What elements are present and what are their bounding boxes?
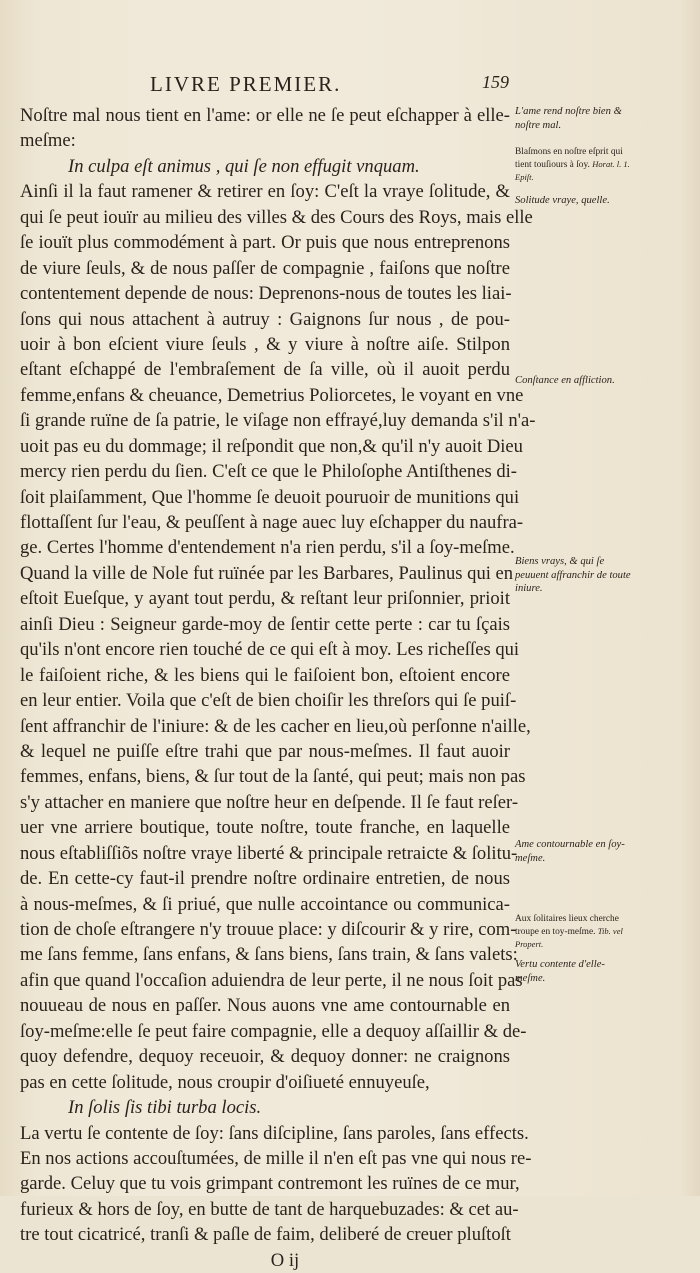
text-line: quoy defendre, dequoy receuoir, & dequoy donner: ne craignons bbox=[20, 1046, 510, 1068]
main-text-block bbox=[20, 103, 536, 1273]
margin-note-text: Blaſmons en noſtre eſprit qui tient touſiours à ſoy. bbox=[515, 147, 623, 170]
text-line: La vertu ſe contente de ſoy: ſans diſcipline, ſans paroles, ſans effects. bbox=[20, 1122, 529, 1144]
running-title: LIVRE PREMIER. bbox=[150, 72, 342, 96]
margin-note-text: Conſtance en affliction. bbox=[515, 375, 615, 386]
text-line: eſtant eſchappé de l'embraſement de ſa ville, où il auoit perdu bbox=[20, 359, 510, 381]
margin-note bbox=[515, 555, 633, 596]
text-line: tion de choſe eſtrangere n'y trouue place: y diſcourir & y rire, com- bbox=[20, 919, 517, 940]
page-header bbox=[0, 72, 700, 102]
text-line: le faiſoient riche, & les biens qui le faiſoient bon, eſtoient encore bbox=[20, 664, 510, 686]
margin-note-text: Vertu contente d'elle-meſme. bbox=[515, 959, 605, 984]
text-line: ſoy-meſme:elle ſe peut faire compagnie, elle a dequoy aſſaillir & de- bbox=[20, 1020, 527, 1042]
text-line: garde. Celuy que tu vois grimpant contremont les ruïnes de ce mur, bbox=[20, 1173, 520, 1195]
text-line: uoit pas eu du dommage; il reſpondit que non,& qu'il n'y auoit Dieu bbox=[20, 435, 523, 457]
margin-note bbox=[515, 146, 633, 184]
text-line: flottaſſent ſur l'eau, & peuſſent à nage auec luy eſchapper du naufra- bbox=[20, 512, 524, 533]
text-line: s'y attacher en maniere que noſtre heur en deſpende. Il ſe faut reſer- bbox=[20, 791, 519, 813]
margin-note bbox=[515, 838, 633, 865]
text-line: de. En cette-cy faut-il prendre noſtre ordinaire entretien, de nous bbox=[20, 868, 510, 890]
text-line: tre tout cicatricé, tranſi & paſle de faim, deliberé de creuer pluſtoſt bbox=[20, 1224, 511, 1246]
margin-note bbox=[515, 194, 633, 208]
text-line: ſoit plaiſamment, Que l'homme ſe deuoit pouruoir de munitions qui bbox=[20, 486, 520, 508]
text-line: ſi grande ruïne de ſa patrie, le viſage non effrayé,luy demanda s'il n'a- bbox=[20, 410, 536, 432]
margin-note bbox=[515, 913, 633, 951]
text-line: qui ſe peut iouïr au milieu des villes & des Cours des Roys, mais elle bbox=[20, 206, 533, 228]
margin-note-source: Horat. l. 1. Epiſt. bbox=[515, 159, 630, 182]
text-line: uer vne arriere boutique, toute noſtre, toute franche, en laquelle bbox=[20, 817, 510, 839]
text-line: nous eſtabliſſiõs noſtre vraye liberté & principale retraicte & ſolitu- bbox=[20, 842, 518, 864]
margin-note-text: Biens vrays, & qui ſe peuuent affranchir de toute iniure. bbox=[515, 556, 631, 594]
margin-note-text: Ame contournable en ſoy-meſme. bbox=[515, 839, 625, 864]
latin-quotation: In ſolis ſis tibi turba locis. bbox=[68, 1097, 262, 1119]
margin-note-text: Aux ſolitaires lieux cherche troupe en toy-meſme. bbox=[515, 914, 619, 937]
text-line: femme,enfans & cheuance, Demetrius Poliorcetes, le voyant en vne bbox=[20, 384, 524, 406]
text-line: ge. Certes l'homme d'entendement n'a rien perdu, s'il a ſoy-meſme. bbox=[20, 537, 515, 559]
margin-note bbox=[515, 958, 633, 985]
text-line: Quand la ville de Nole fut ruïnée par les Barbares, Paulinus qui en bbox=[20, 562, 514, 584]
text-line: eſtoit Eueſque, y ayant tout perdu, & reſtant leur priſonnier, prioit bbox=[20, 588, 510, 610]
text-line: contentement depende de nous: Deprenons-nous de toutes les liai- bbox=[20, 283, 512, 305]
text-line: furieux & hors de ſoy, en butte de tant de harquebuzades: & cet au- bbox=[20, 1198, 519, 1220]
text-line: femmes, enfans, biens, & ſur tout de la ſanté, qui peut; mais non pas bbox=[20, 766, 526, 788]
text-line: nouueau de nous en paſſer. Nous auons vne ame contournable en bbox=[20, 995, 510, 1017]
text-line: me ſans femme, ſans enfans, & ſans biens, ſans train, & ſans valets: bbox=[20, 944, 518, 966]
margin-note bbox=[515, 374, 633, 388]
text-line: Ainſi il la faut ramener & retirer en ſoy: C'eſt la vraye ſolitude, & bbox=[20, 181, 510, 203]
latin-quotation: In culpa eſt animus , qui ſe non effugit vnquam. bbox=[68, 155, 420, 177]
text-line: uoir à bon eſcient viure ſeuls , & y viure à noſtre aiſe. Stilpon bbox=[20, 333, 510, 355]
margin-note-text: L'ame rend noſtre bien & noſtre mal. bbox=[515, 106, 622, 131]
text-line: afin que quand l'occaſion aduiendra de leur perte, il ne nous ſoit pas bbox=[20, 969, 523, 991]
text-line: Noſtre mal nous tient en l'ame: or elle ne ſe peut eſchapper à elle- bbox=[20, 105, 510, 126]
text-line: qu'ils n'ont encore rien touché de ce qui eſt à moy. Les richeſſes qui bbox=[20, 639, 520, 661]
text-line: en leur entier. Voila que c'eſt de bien choiſir les threſors qui ſe puiſ- bbox=[20, 690, 517, 712]
text-line: pas en cette ſolitude, nous croupir d'oiſiueté ennuyeuſe, bbox=[20, 1071, 430, 1093]
text-line: ſons qui nous attachent à autruy : Gaignons ſur nous , de pou- bbox=[20, 308, 510, 330]
text-line: & lequel ne puiſſe eſtre trahi que par nous-meſmes. Il faut auoir bbox=[20, 740, 510, 762]
text-line: à nous-meſmes, & ſi priué, que nulle accointance ou communica- bbox=[20, 893, 510, 915]
text-line: de viure ſeuls, & de nous paſſer de compagnie , faiſons que noſtre bbox=[20, 257, 510, 279]
margin-note-source: Tib. vel Propert. bbox=[515, 926, 623, 949]
text-line: meſme: bbox=[20, 130, 76, 152]
text-line: ſent affranchir de l'iniure: & de les cacher en lieu,où perſonne n'aille, bbox=[20, 715, 531, 737]
page-number: 159 bbox=[482, 72, 509, 92]
text-line: ainſi Dieu : Seigneur garde-moy de ſentir cette perte : car tu ſçais bbox=[20, 613, 510, 635]
margin-note bbox=[515, 105, 633, 132]
text-line: En nos actions accouſtumées, de mille il n'en eſt pas vne qui nous re- bbox=[20, 1147, 532, 1169]
text-line: mercy rien perdu du ſien. C'eſt ce que le Philoſophe Antiſthenes di- bbox=[20, 461, 517, 483]
margin-note-text: Solitude vraye, quelle. bbox=[515, 195, 610, 206]
signature-mark: O ij bbox=[270, 1249, 300, 1271]
text-line: ſe iouït plus commodément à part. Or puis que nous entreprenons bbox=[20, 232, 510, 254]
